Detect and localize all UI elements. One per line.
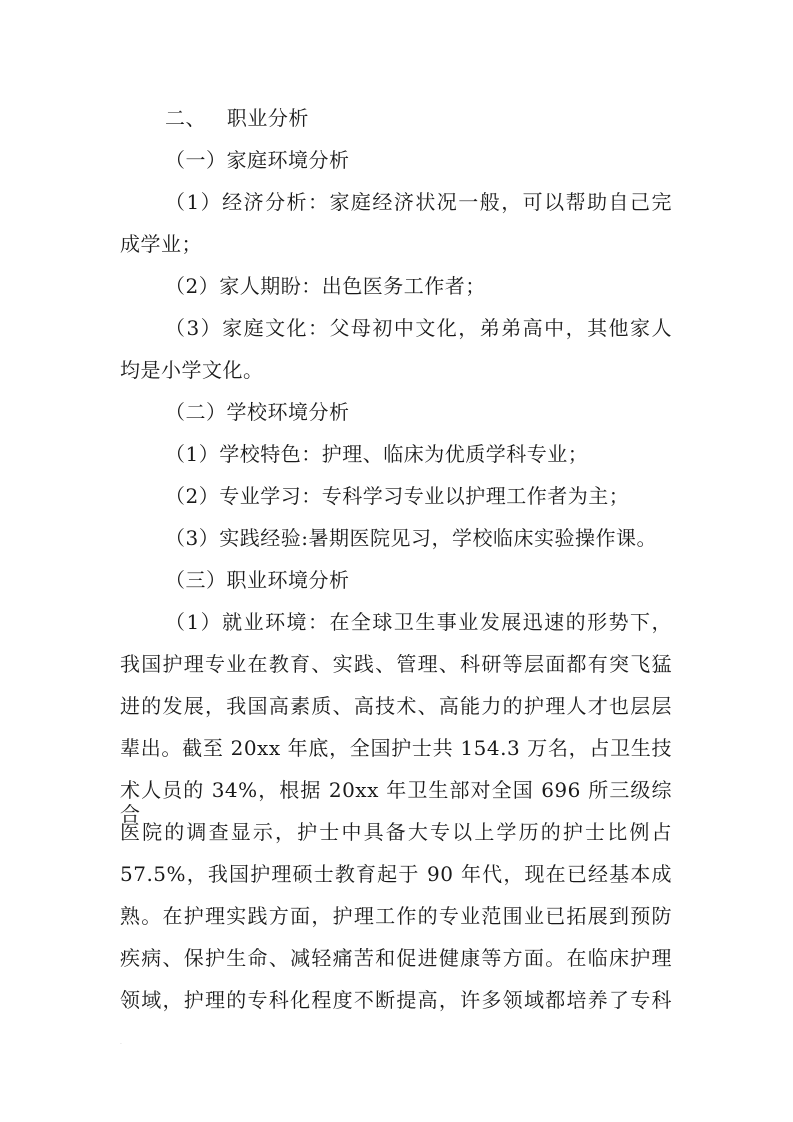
paragraph-line: （3）家庭文化：父母初中文化，弟弟高中，其他家人 — [165, 316, 672, 340]
paragraph-line: 我国护理专业在教育、实践、管理、科研等层面都有突飞猛 — [120, 652, 672, 676]
paragraph-line: （2）专业学习：专科学习专业以护理工作者为主； — [165, 484, 630, 508]
paragraph-line: （2）家人期盼：出色医务工作者； — [165, 274, 486, 298]
paragraph-line: （1）经济分析：家庭经济状况一般，可以帮助自己完 — [165, 190, 672, 214]
paragraph-line: （1）就业环境：在全球卫生事业发展迅速的形势下， — [165, 610, 672, 634]
subheading-school-environment: （二）学校环境分析 — [165, 400, 350, 424]
paragraph-line: 医院的调查显示，护士中具备大专以上学历的护士比例占 — [120, 820, 672, 844]
paragraph-line: 57.5%，我国护理硕士教育起于 90 年代，现在已经基本成 — [120, 862, 672, 886]
paragraph-line: （1）学校特色：护理、临床为优质学科专业； — [165, 442, 589, 466]
paragraph-line: 疾病、保护生命、减轻痛苦和促进健康等方面。在临床护理 — [120, 946, 672, 970]
paragraph-line: 熟。在护理实践方面，护理工作的专业范围业已拓展到预防 — [120, 904, 672, 928]
paragraph-line: 领域，护理的专科化程度不断提高，许多领域都培养了专科 — [120, 988, 672, 1012]
paragraph-line: 术人员的 34%，根据 20xx 年卫生部对全国 696 所三级综合 — [120, 778, 672, 826]
paragraph-line: 成学业； — [120, 232, 202, 256]
paragraph-line: 辈出。截至 20xx 年底，全国护士共 154.3 万名，占卫生技 — [120, 736, 672, 760]
footer-mark: . — [120, 1039, 122, 1046]
paragraph-line: 进的发展，我国高素质、高技术、高能力的护理人才也层层 — [120, 694, 672, 718]
subheading-career-environment: （三）职业环境分析 — [165, 568, 350, 592]
paragraph-line: （3）实践经验:暑期医院见习，学校临床实验操作课。 — [165, 526, 657, 550]
subheading-family-environment: （一）家庭环境分析 — [165, 148, 350, 172]
paragraph-line: 均是小学文化。 — [120, 358, 264, 382]
section-heading-career-analysis: 二、 职业分析 — [165, 106, 309, 130]
